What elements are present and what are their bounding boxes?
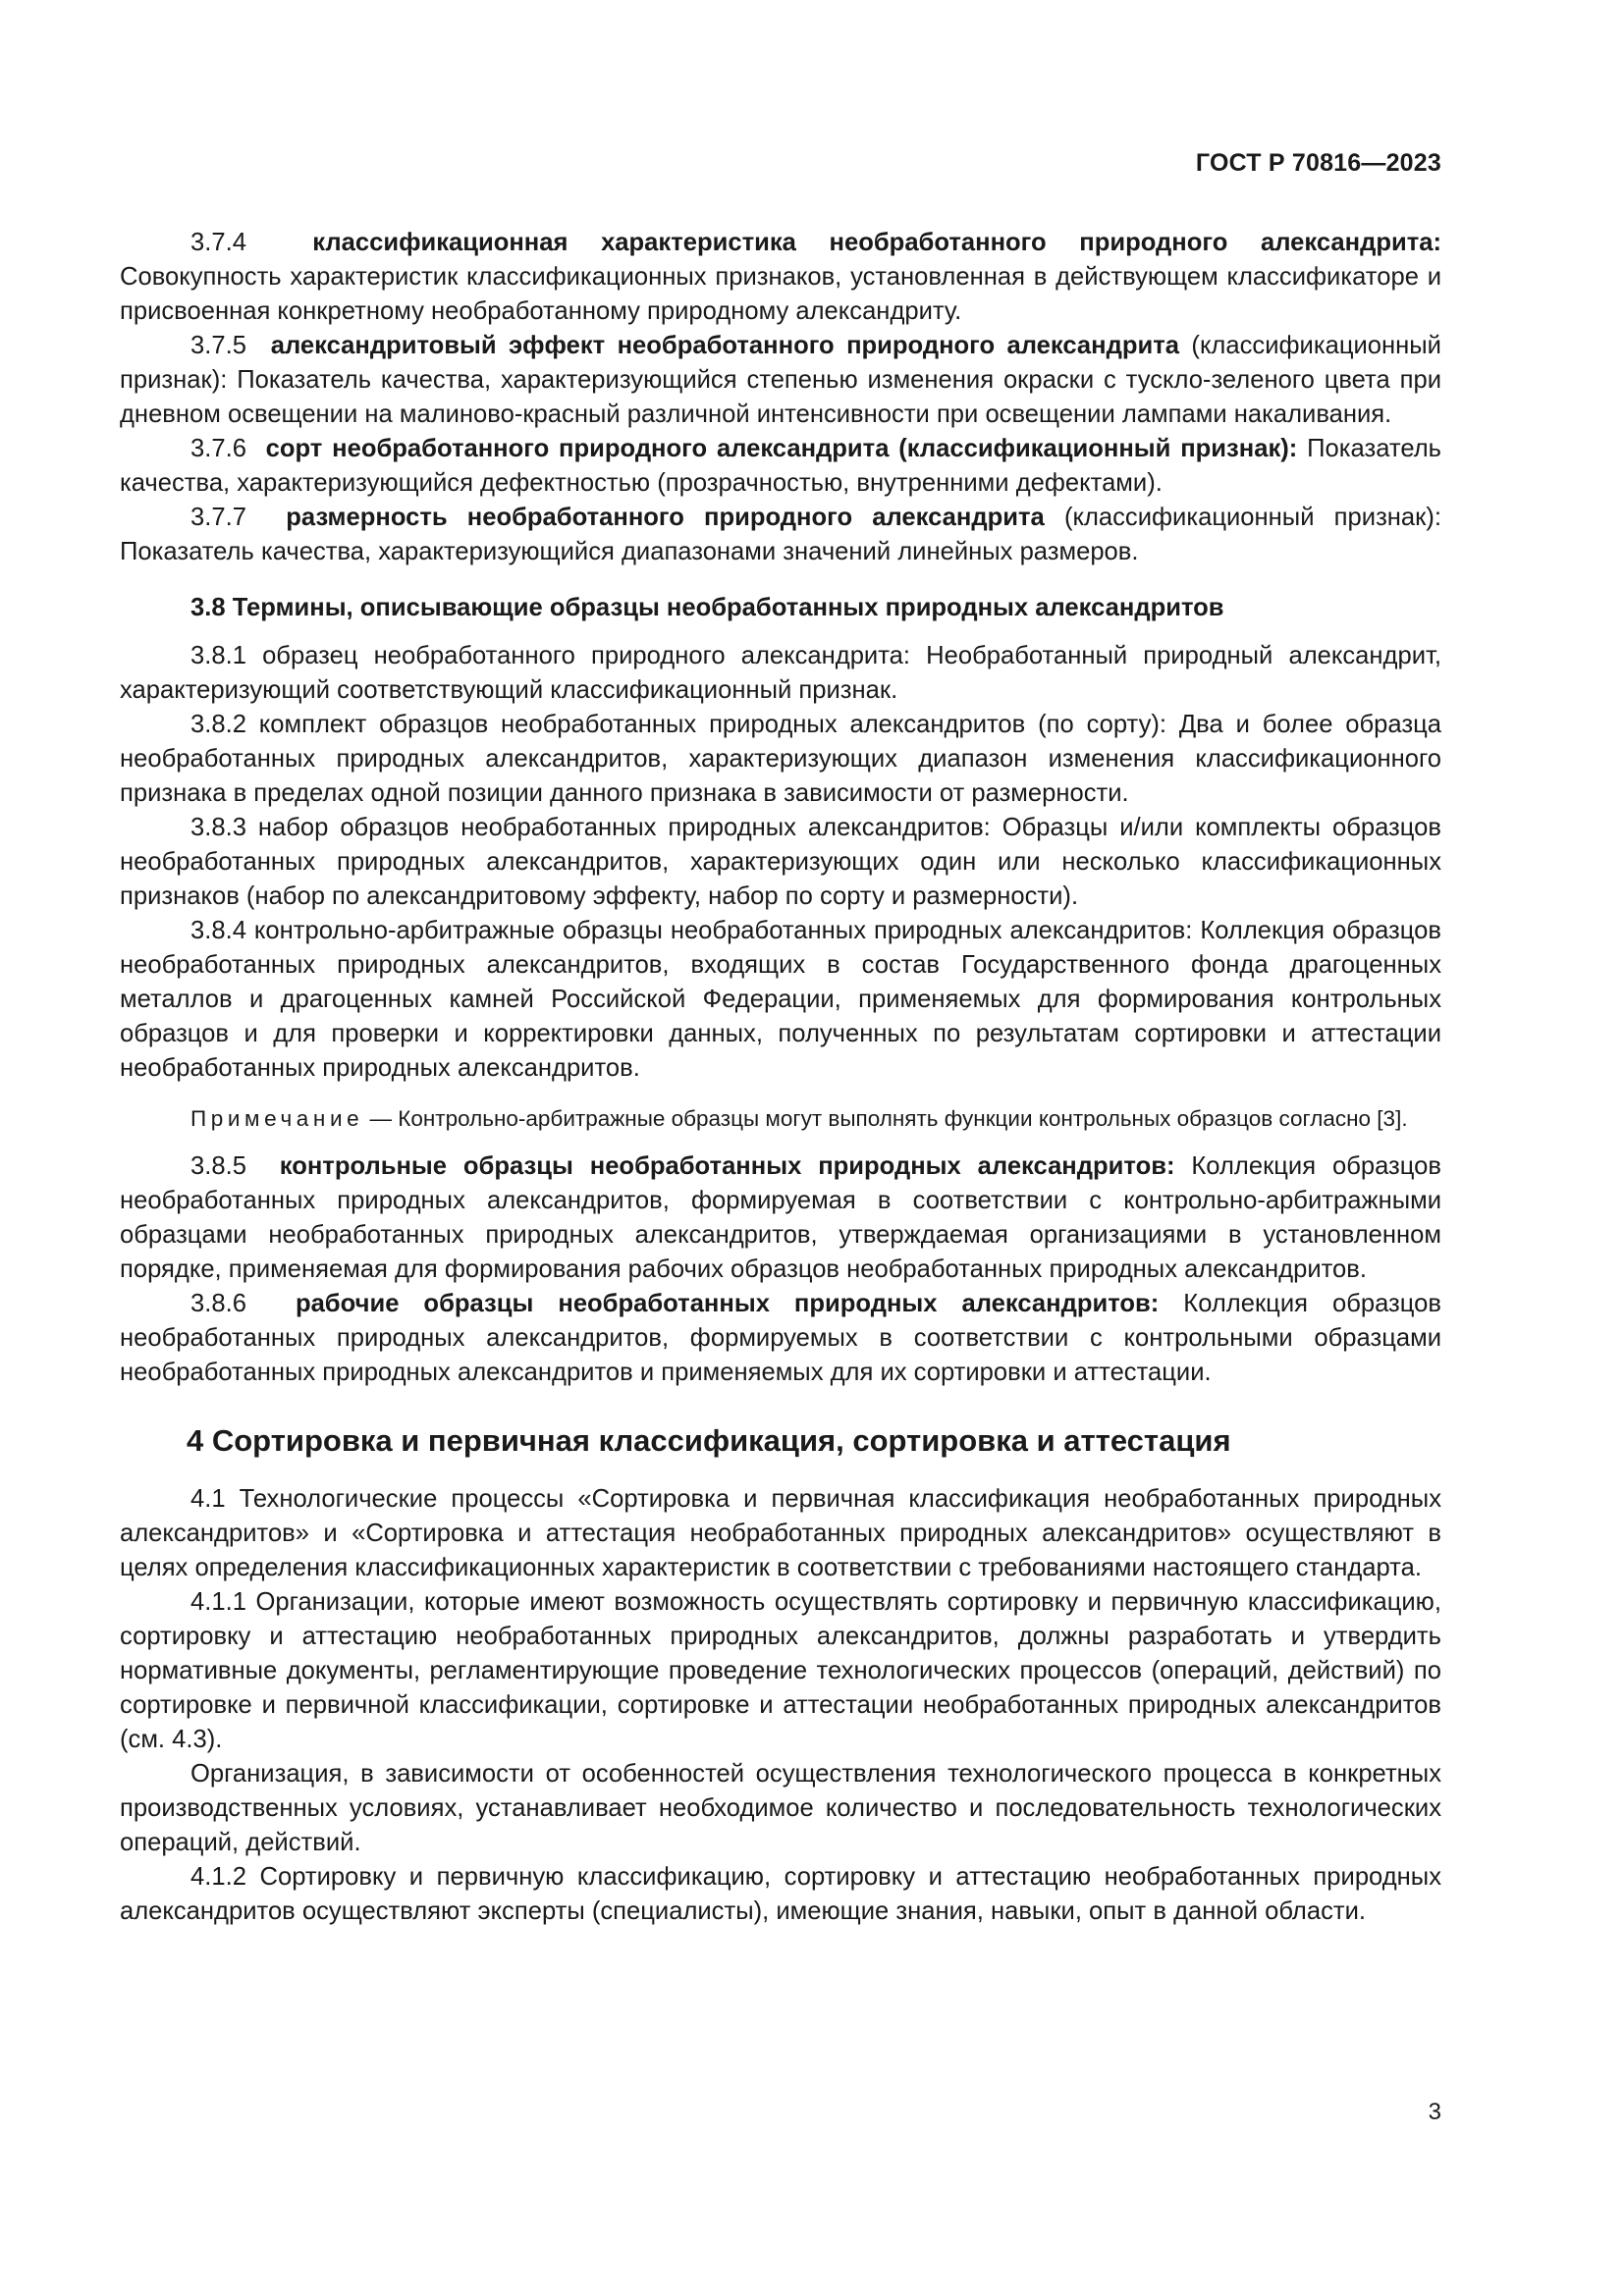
- term-definition: Показатель качества, характеризующийся дефектностью (прозрачностью, внутренними дефектами).: [120, 435, 1441, 497]
- term-title: александритовый эффект необработанного природного александрита: [270, 332, 1180, 359]
- term-3-8-3: [120, 811, 1441, 914]
- term-number: 3.7.5: [190, 332, 246, 359]
- term-3-7-4: [120, 226, 1441, 329]
- note-label: Примечание: [190, 1106, 364, 1131]
- term-number: 3.7.7: [190, 504, 246, 531]
- document-code-header: ГОСТ Р 70816—2023: [1195, 149, 1441, 177]
- document-body: [120, 226, 1441, 1929]
- note-text: — Контрольно-арбитражные образцы могут выполнять функции контрольных образцов согласно [3].: [363, 1106, 1408, 1131]
- term-3-8-4: [120, 914, 1441, 1086]
- term-3-7-6: [120, 432, 1441, 501]
- paragraph-4-1-2: 4.1.2 Сортировку и первичную классификацию, сортировку и аттестацию необработанных природных александритов осуществляют эксперты (специалисты), имеющие знания, навыки, опыт в данной области.: [120, 1863, 1441, 1925]
- term-definition: образец необработанного природного александрита: Необработанный природный александрит, характеризующий соответствующий классификационный признак.: [120, 642, 1441, 704]
- term-3-8-2: [120, 708, 1441, 811]
- term-definition: комплект образцов необработанных природных александритов (по сорту): Два и более образца необработанных природных александритов, характеризующих диапазон изменения классификационного признака в пределах одной позиции данного признака в зависимости от размерности.: [120, 711, 1441, 807]
- term-definition: набор образцов необработанных природных александритов: Образцы и/или комплекты образцов необработанных природных александритов, характеризующих один или несколько классификационных признаков (набор по александритовому эффекту, набор по сорту и размерности).: [120, 814, 1441, 910]
- term-title: сорт необработанного природного александрита (классификационный признак):: [265, 435, 1298, 462]
- term-title: контрольные образцы необработанных природных александритов:: [279, 1152, 1175, 1180]
- term-definition: (классификационный признак): Показатель качества, характеризующийся степенью изменения окраски с тускло-зеленого цвета при дневном освещении на малиново-красный различной интенсивности при освещении лампами накаливания.: [120, 332, 1441, 428]
- term-title: рабочие образцы необработанных природных александритов:: [295, 1290, 1160, 1317]
- paragraph-4-1: 4.1 Технологические процессы «Сортировка и первичная классификация необработанных природных александритов» и «Сортировка и аттестация необработанных природных александритов» осуществляют в целях определения классификационных характеристик в соответствии с требованиями настоящего стандарта.: [120, 1485, 1441, 1581]
- term-definition: Коллекция образцов необработанных природных александритов, формируемых в соответствии с контрольными образцами необработанных природных александритов и применяемых для их сортировки и аттестации.: [120, 1290, 1441, 1386]
- term-number: 3.8.1: [190, 642, 246, 669]
- term-title: классификационная характеристика необработанного природного александрита:: [312, 229, 1441, 256]
- section-heading-4: 4 Сортировка и первичная классификация, сортировка и аттестация: [187, 1423, 1231, 1458]
- note-paragraph: [120, 1103, 1441, 1134]
- term-3-7-5: [120, 329, 1441, 432]
- term-definition: Коллекция образцов необработанных природных александритов, формируемая в соответствии с контрольно-арбитражными образцами необработанных природных александритов, утверждаемая организациями в установленном порядке, применяемая для формирования рабочих образцов необработанных природных александритов.: [120, 1152, 1441, 1283]
- paragraph-organization: Организация, в зависимости от особенностей осуществления технологического процесса в конкретных производственных условиях, устанавливает необходимое количество и последовательность технологических операций, действий.: [120, 1760, 1441, 1856]
- term-number: 3.8.3: [190, 814, 246, 841]
- term-definition: Совокупность характеристик классификационных признаков, установленная в действующем классификаторе и присвоенная конкретному необработанному природному александриту.: [120, 263, 1441, 325]
- term-3-8-1: [120, 639, 1441, 708]
- term-3-8-5: [120, 1149, 1441, 1287]
- term-definition: (классификационный признак): Показатель качества, характеризующийся диапазонами значений линейных размеров.: [120, 504, 1441, 565]
- page-number: 3: [1428, 2099, 1441, 2125]
- term-number: 3.7.6: [190, 435, 246, 462]
- term-number: 3.8.4: [190, 917, 246, 944]
- term-3-8-6: [120, 1287, 1441, 1390]
- term-number: 3.7.4: [190, 229, 246, 256]
- subsection-heading-3-8: 3.8 Термины, описывающие образцы необработанных природных александритов: [190, 594, 1224, 621]
- term-number: 3.8.5: [190, 1152, 246, 1180]
- term-number: 3.8.2: [190, 711, 246, 738]
- term-definition: контрольно-арбитражные образцы необработанных природных александритов: Коллекция образцов необработанных природных александритов, входящих в состав Государственного фонда драгоценных металлов и драгоценных камней Российской Федерации, применяемых для формирования контрольных образцов и для проверки и корректировки данных, полученных по результатам сортировки и аттестации необработанных природных александритов.: [120, 917, 1441, 1082]
- term-number: 3.8.6: [190, 1290, 246, 1317]
- term-title: размерность необработанного природного александрита: [286, 504, 1045, 531]
- term-3-7-7: [120, 501, 1441, 569]
- paragraph-4-1-1: 4.1.1 Организации, которые имеют возможность осуществлять сортировку и первичную классификацию, сортировку и аттестацию необработанных природных александритов, должны разработать и утвердить нормативные документы, регламентирующие проведение технологических процессов (операций, действий) по сортировке и первичной классификации, сортировке и аттестации необработанных природных александритов (см. 4.3).: [120, 1588, 1441, 1753]
